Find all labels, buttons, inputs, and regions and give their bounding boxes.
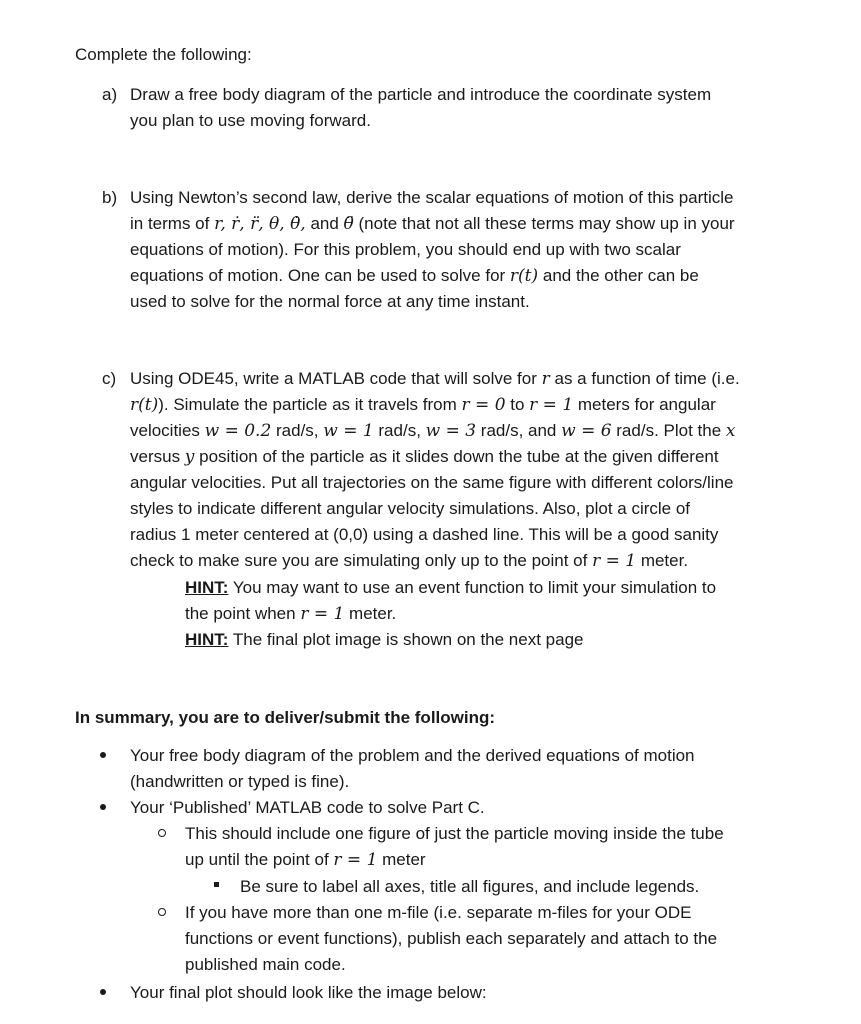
part-b-line-4-post: and the other can be (538, 266, 699, 285)
part-c-w2: w = 1 (323, 421, 374, 441)
part-c-line-2 (130, 392, 716, 418)
part-c-r: r (541, 369, 550, 389)
sub-bullet-2-circle (158, 908, 166, 916)
part-c-line-8-r: r = 1 (592, 551, 637, 571)
part-c-line-1-pre: Using ODE45, write a MATLAB code that will solve for (130, 369, 542, 388)
sub-bullet-1-line-1: This should include one figure of just the particle moving inside the tube (185, 824, 724, 843)
part-b-theta-ddot: θ̈ (343, 214, 354, 234)
part-c-line-3 (130, 418, 735, 444)
sub-bullet-1-line-2 (185, 847, 426, 873)
part-b-rt: r(t) (509, 266, 539, 286)
sub-bullet-2-line-1: If you have more than one m-file (i.e. separate m-files for your ODE (185, 903, 692, 922)
part-b-line-1: Using Newton’s second law, derive the scalar equations of motion of this particle (130, 188, 734, 207)
bullet-3-dot (100, 989, 106, 995)
intro-line: Complete the following: (75, 45, 252, 64)
part-c-line-3-b: rad/s, (271, 421, 324, 440)
hint-1-r: r = 1 (300, 604, 345, 624)
hint-2-label: HINT: (185, 630, 229, 649)
sub-bullet-2-line-3: published main code. (185, 955, 346, 974)
part-c-line-1-post: as a function of time (i.e. (549, 369, 740, 388)
part-c-marker: c) (102, 369, 117, 388)
part-b-line-3: equations of motion). For this problem, you should end up with two scalar (130, 240, 681, 259)
part-c-line-8-pre: check to make sure you are simulating only up to the point of (130, 551, 593, 570)
sub-bullet-2-line-2: functions or event functions), publish each separately and attach to the (185, 929, 718, 948)
part-b-line-5: used to solve for the normal force at any time instant. (130, 292, 530, 311)
part-b-vars: r, ṙ, r̈, θ, θ̇, (214, 214, 306, 234)
part-c-line-4-a: versus (130, 447, 185, 466)
part-c-x: x (725, 421, 736, 441)
part-c-line-2-b: meters for angular (573, 395, 716, 414)
part-c-w1: w = 0.2 (204, 421, 272, 441)
bullet-1-line-2: (handwritten or typed is fine). (130, 772, 350, 791)
part-a-line-1: Draw a free body diagram of the particle and introduce the coordinate system (130, 85, 712, 104)
bullet-2-line: Your ‘Published’ MATLAB code to solve Part C. (130, 798, 485, 817)
part-c-line-6: styles to indicate different angular velocity simulations. Also, plot a circle of (130, 499, 691, 518)
bullet-1-line-1: Your free body diagram of the problem and the derived equations of motion (130, 746, 695, 765)
sub-bullet-1-line-2-post: meter (377, 850, 426, 869)
part-c-line-4-b: position of the particle as it slides down the tube at the given different (194, 447, 719, 466)
part-c-w3: w = 3 (425, 421, 477, 441)
part-c-line-3-c: rad/s, (373, 421, 426, 440)
part-c-r1: r = 1 (529, 395, 574, 415)
part-c-rt: r(t) (130, 395, 159, 415)
summary-heading: In summary, you are to deliver/submit the following: (75, 708, 496, 727)
hint-1-line-1 (185, 575, 716, 601)
hint-2-text: The final plot image is shown on the next page (228, 630, 584, 649)
part-c-line-8-post: meter. (636, 551, 689, 570)
hint-1-line-2 (185, 601, 396, 627)
sub-sub-bullet-square (214, 882, 219, 887)
part-b-line-2 (130, 211, 735, 237)
part-b-line-2-pre: in terms of (130, 214, 215, 233)
sub-bullet-1-r: r = 1 (333, 850, 378, 870)
part-c-r0: r = 0 (461, 395, 506, 415)
hint-1-line-2-post: meter. (344, 604, 397, 623)
part-c-w4: w = 6 (561, 421, 612, 441)
part-c-line-4 (130, 444, 719, 470)
hint-2-line (185, 627, 583, 653)
part-c-line-3-e: rad/s. Plot the (611, 421, 726, 440)
hint-1-label: HINT: (185, 578, 229, 597)
part-c-line-3-a: velocities (130, 421, 205, 440)
part-c-line-8 (130, 548, 688, 574)
part-b-line-4-pre: equations of motion. One can be used to solve for (130, 266, 510, 285)
sub-sub-bullet-line: Be sure to label all axes, title all figures, and include legends. (240, 877, 700, 896)
bullet-2-dot (100, 804, 106, 810)
bullet-1-dot (100, 752, 106, 758)
part-c-line-1 (130, 366, 740, 392)
hint-1-line-2-pre: the point when (185, 604, 301, 623)
sub-bullet-1-line-2-pre: up until the point of (185, 850, 334, 869)
part-a-line-2: you plan to use moving forward. (130, 111, 371, 130)
hint-1-text: You may want to use an event function to limit your simulation to (228, 578, 717, 597)
part-c-line-3-d: rad/s, and (476, 421, 562, 440)
part-b-and: and (305, 214, 344, 233)
bullet-3-line: Your final plot should look like the image below: (130, 983, 487, 1002)
part-b-marker: b) (102, 188, 118, 207)
part-b-line-4 (130, 263, 699, 289)
sub-bullet-1-circle (158, 829, 166, 837)
part-c-line-5: angular velocities. Put all trajectories on the same figure with different colors/line (130, 473, 734, 492)
part-c-line-2-to: to (505, 395, 530, 414)
part-c-line-7: radius 1 meter centered at (0,0) using a dashed line. This will be a good sanity (130, 525, 719, 544)
part-b-line-2-post: (note that not all these terms may show up in your (353, 214, 735, 233)
part-a-marker: a) (102, 85, 118, 104)
part-c-y: y (184, 447, 195, 467)
part-c-line-2-a: ). Simulate the particle as it travels from (158, 395, 462, 414)
